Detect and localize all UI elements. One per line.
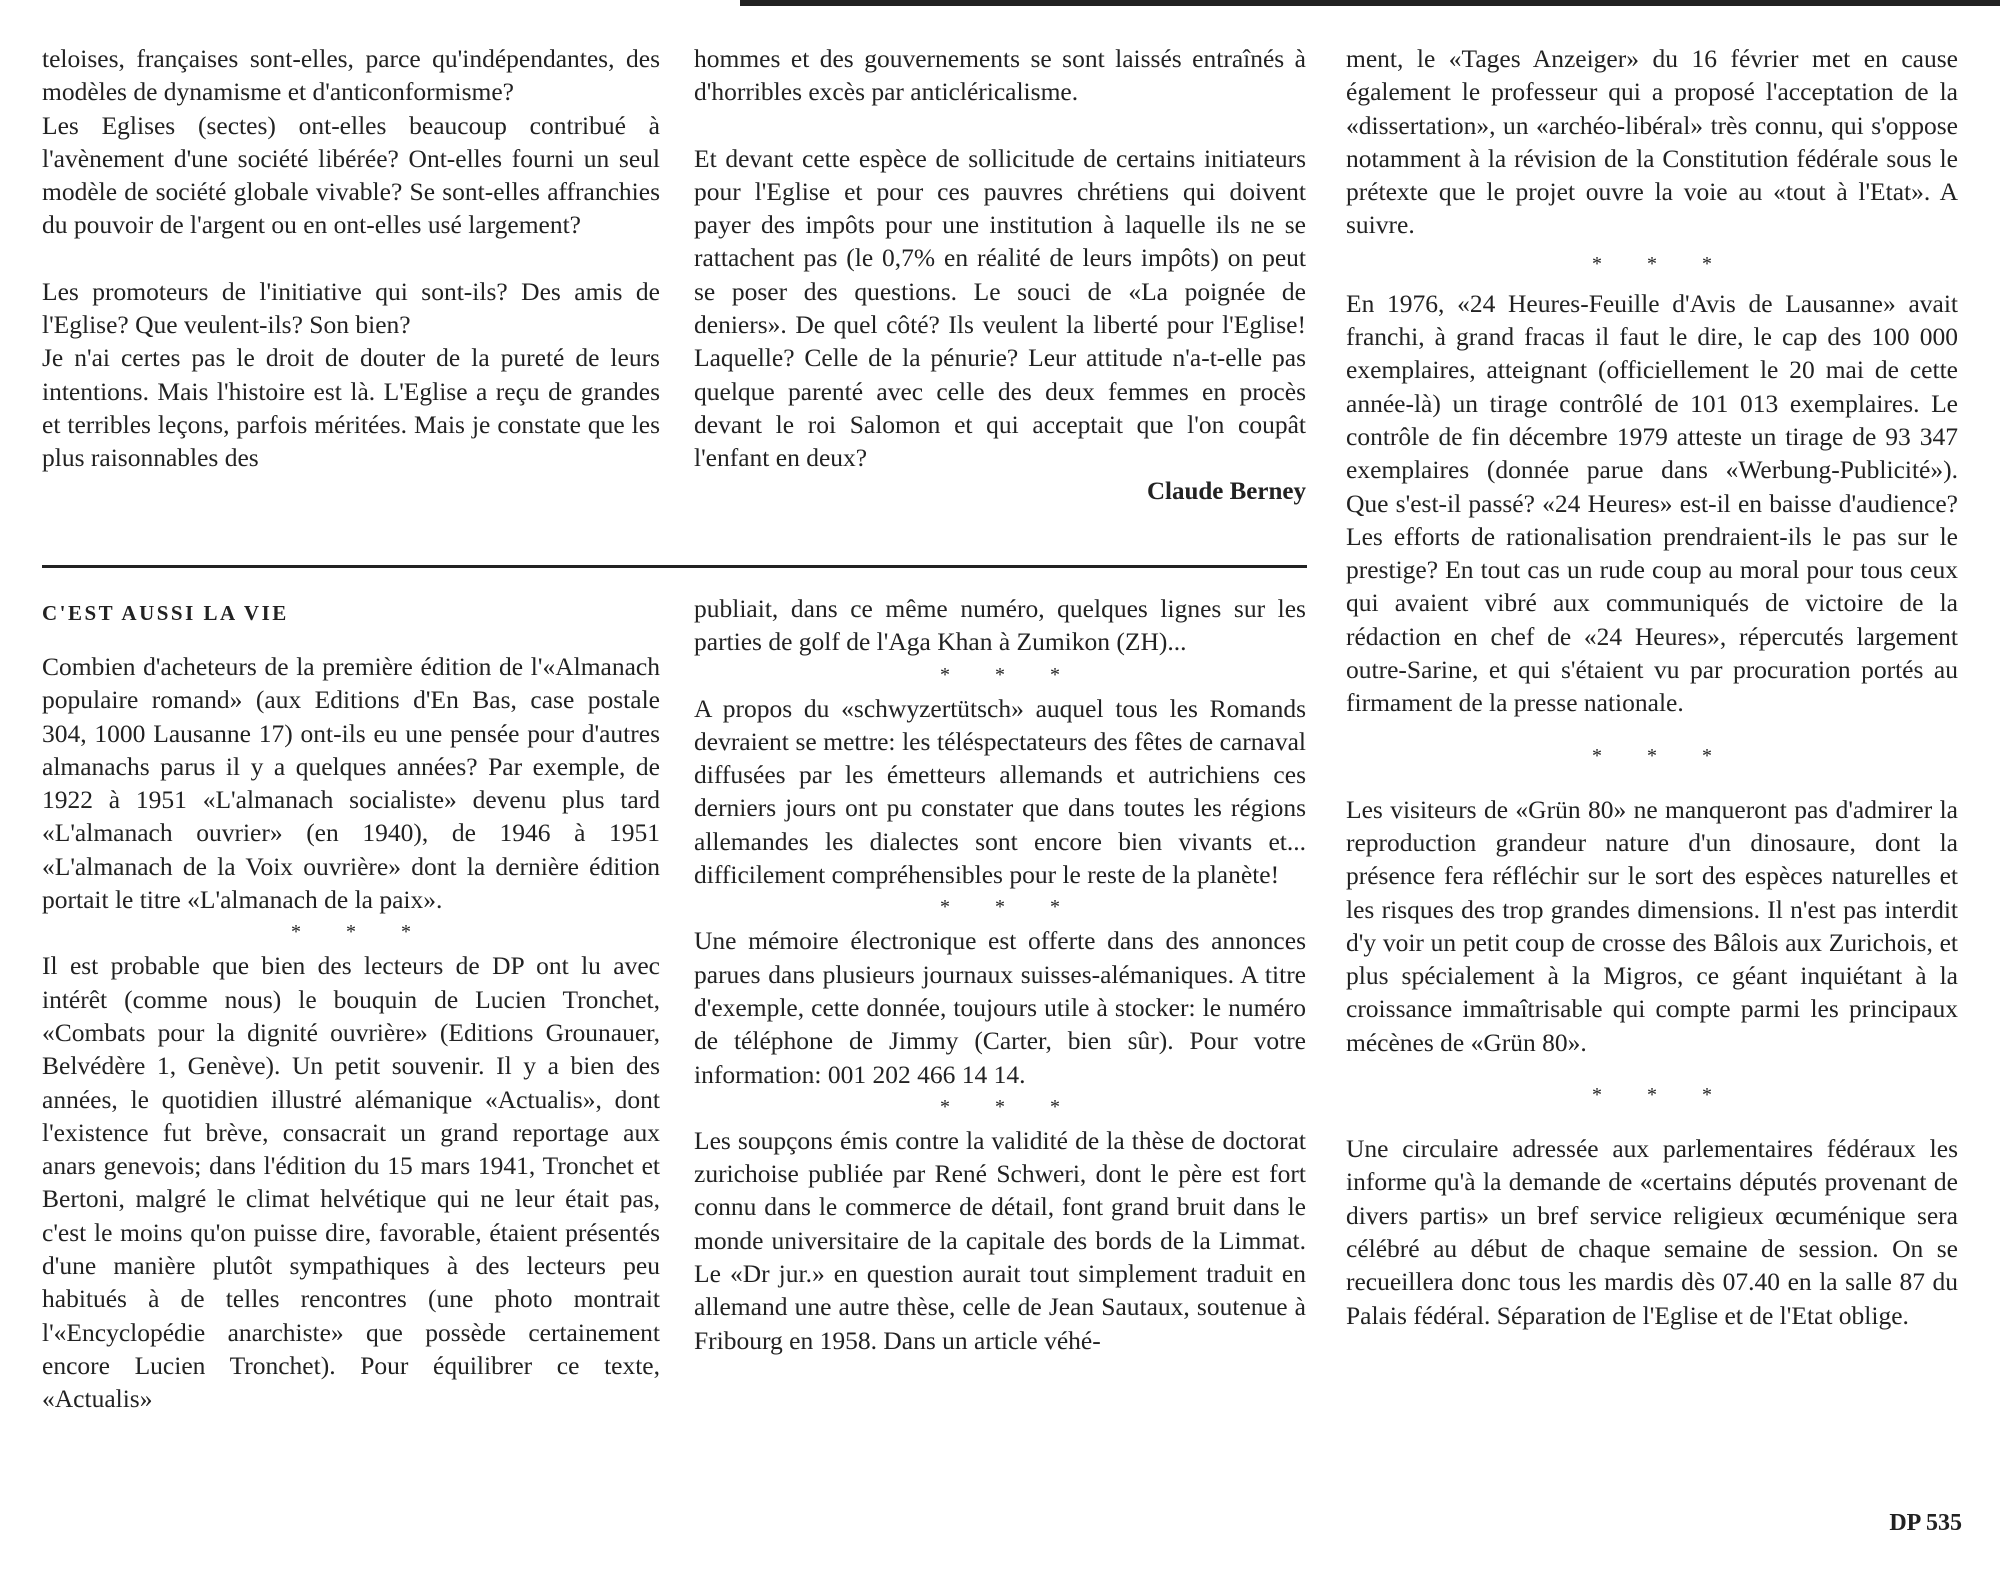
paragraph: Je n'ai certes pas le droit de douter de la pureté de leurs intentions. Mais l'histoire est là. L'Eglise a reçu de grandes et terribles leçons, parfois méritées. Mais je constate que les plus raisonnables des	[42, 343, 660, 473]
column-2-bottom	[694, 592, 1306, 1357]
paragraph: hommes et des gouvernements se sont laissés entraînés à d'horribles excès par anticléricalisme.	[694, 44, 1306, 107]
paragraph: A propos du «schwyzertütsch» auquel tous les Romands devraient se mettre: les téléspectateurs des fêtes de carnaval diffusées par les émetteurs allemands et autrichiens ces derniers jours ont pu constater que dans toutes les régions allemandes les dialectes sont encore bien vivants et... difficilement compréhensibles pour le reste de la planète!	[694, 693, 1306, 890]
paragraph: Et devant cette espèce de sollicitude de certains initiateurs pour l'Eglise et pour ces pauvres chrétiens qui doivent payer des impôts pour une institution à laquelle ils ne se rattachent pas (le 0,7% en réalité de leurs impôts) on peut se poser des questions. Le souci de «La poignée de deniers». De quel côté? Ils veulent la liberté pour l'Eglise! Laquelle? Celle de la pénurie? Leur attitude n'a-t-elle pas quelque parenté avec celle des deux femmes en procès devant le roi Salomon et qui acceptait que l'on coupât l'enfant en deux?	[694, 143, 1306, 473]
paragraph: Les Eglises (sectes) ont-elles beaucoup contribué à l'avènement d'une société libérée? Ont-elles fourni un seul modèle de société globale vivable? Se sont-elles affranchies du pouvoir de l'argent ou en ont-elles usé largement?	[42, 110, 660, 240]
paragraph: Les visiteurs de «Grün 80» ne manqueront pas d'admirer la reproduction grandeur nature d'un dinosaure, dont la présence fera réfléchir sur le sort des espèces naturelles et les risques des trop grandes dimensions. Il n'est pas interdit d'y voir un petit coup de crosse des Bâlois aux Zurichois, et plus spécialement à la Migros, ce géant inquiétant à la croissance immaîtrisable qui compte parmi les principaux mécènes de «Grün 80».	[1346, 794, 1958, 1057]
page-footer: DP 535	[1889, 1510, 1962, 1536]
paragraph: Une circulaire adressée aux parlementaires fédéraux les informe qu'à la demande de «certains députés provenant de divers partis» un bref service religieux œcuménique sera célébré au début de chaque semaine de session. On se recueillera donc tous les mardis dès 07.40 en la salle 87 du Palais fédéral. Séparation de l'Eglise et de l'Etat oblige.	[1346, 1134, 1958, 1330]
separator-stars: * * *	[940, 896, 1080, 919]
section-title: C'EST AUSSI LA VIE	[42, 601, 289, 625]
column-2-top	[694, 42, 1306, 508]
paragraph: ment, le «Tages Anzeiger» du 16 février met en cause également le professeur qui a proposé l'acceptation de la «dissertation», un «archéo-libéral» très connu, qui s'oppose notamment à la révision de la Constitution fédérale sous le prétexte que le projet ouvre la voie au «tout à l'Etat». A suivre.	[1346, 44, 1958, 240]
paragraph: publiait, dans ce même numéro, quelques lignes sur les parties de golf de l'Aga Khan à Zumikon (ZH)...	[694, 594, 1306, 657]
separator-stars: * * *	[940, 1095, 1080, 1118]
separator-stars: * * *	[291, 921, 431, 944]
column-1-bottom	[42, 597, 660, 1416]
paragraph: teloises, françaises sont-elles, parce qu'indépendantes, des modèles de dynamisme et d'anticonformisme?	[42, 44, 660, 107]
top-rule	[740, 0, 2000, 6]
author-signature: Claude Berney	[1146, 477, 1306, 505]
separator-stars: * * *	[940, 663, 1080, 686]
column-3	[1346, 42, 1958, 1332]
paragraph: Les soupçons émis contre la validité de la thèse de doctorat zurichoise publiée par René Schweri, dont le père est fort connu dans le commerce de détail, font grand bruit dans le monde universitaire de la capitale des bords de la Limmat. Le «Dr jur.» en question aurait tout simplement traduit en allemand une autre thèse, celle de Jean Sautaux, soutenue à Fribourg en 1958. Dans un article véhé-	[694, 1125, 1306, 1355]
paragraph: Combien d'acheteurs de la première édition de l'«Almanach populaire romand» (aux Editions d'En Bas, case postale 304, 1000 Lausanne 17) ont-ils eu une pensée pour d'autres almanachs parus il y a quelques années? Par exemple, de 1922 à 1951 «L'almanach socialiste» devenu plus tard «L'almanach ouvrier» (en 1940), de 1946 à 1951 «L'almanach de la Voix ouvrière» dont la dernière édition portait le titre «L'almanach de la paix».	[42, 652, 660, 915]
separator-stars: * * *	[1592, 252, 1732, 275]
paragraph: Les promoteurs de l'initiative qui sont-ils? Des amis de l'Eglise? Que veulent-ils? Son bien?	[42, 276, 660, 340]
separator-stars: * * *	[1592, 1084, 1732, 1107]
paragraph: Il est probable que bien des lecteurs de DP ont lu avec intérêt (comme nous) le bouquin de Lucien Tronchet, «Combats pour la dignité ouvrière» (Editions Grounauer, Belvédère 1, Genève). Un petit souvenir. Il y a bien des années, le quotidien illustré alémanique «Actualis», dont l'existence fut brève, consacrait un grand reportage aux anars genevois; dans l'édition du 15 mars 1941, Tronchet et Bertoni, malgré le climat helvétique qui ne leur était pas, c'est le moins qu'on puisse dire, favorable, étaient présentés d'une manière plutôt sympathiques à des lecteurs peu habitués à de telles rencontres (une photo montrait l'«Encyclopédie anarchiste» que possède certainement encore Lucien Tronchet). Pour équilibrer ce texte, «Actualis»	[42, 951, 660, 1414]
paragraph: Une mémoire électronique est offerte dans des annonces parues dans plusieurs journaux suisses-alémaniques. A titre d'exemple, cette donnée, toujours utile à stocker: le numéro de téléphone de Jimmy (Carter, bien sûr). Pour votre information: 001 202 466 14 14.	[694, 926, 1306, 1089]
paragraph: En 1976, «24 Heures-Feuille d'Avis de Lausanne» avait franchi, à grand fracas il faut le dire, le cap des 100 000 exemplaires, atteignant (officiellement le 20 mai de cette année-là) un tirage contrôlé de 101 013 exemplaires. Le contrôle de fin décembre 1979 atteste un tirage de 93 347 exemplaires (donnée parue dans «Werbung-Publicité»). Que s'est-il passé? «24 Heures» est-il en baisse d'audience? Les efforts de rationalisation prendraient-ils le pas sur le prestige? En tout cas un rude coup au moral pour tous ceux qui avaient vibré aux communiqués de victoire de la rédaction en chef de «24 Heures», répercutés largement outre-Sarine, et qui s'étaient vu par procuration portés au firmament de la presse nationale.	[1346, 288, 1958, 718]
section-divider	[42, 565, 1307, 568]
column-1-top	[42, 42, 660, 475]
separator-stars: * * *	[1592, 744, 1732, 767]
